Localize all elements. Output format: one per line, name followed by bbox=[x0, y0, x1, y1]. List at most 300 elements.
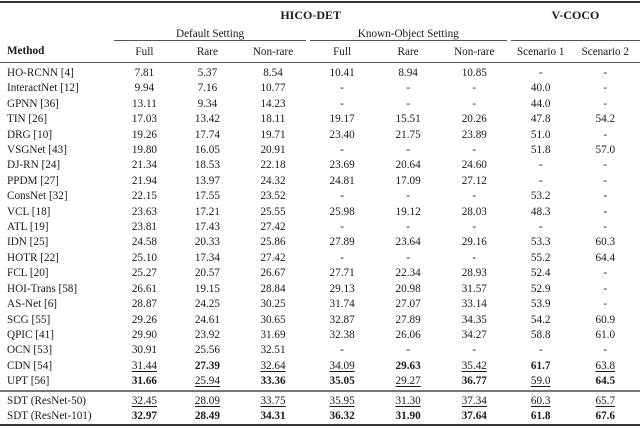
method-name: HOI-Trans [58] bbox=[7, 282, 78, 295]
cell-scenario1 bbox=[511, 374, 571, 390]
cell-value: 27.39 bbox=[194, 359, 220, 372]
cell-scenario1 bbox=[511, 189, 571, 204]
cell-value: - bbox=[603, 128, 608, 141]
cell-value: 24.61 bbox=[194, 313, 220, 326]
cell-default-rare bbox=[174, 359, 240, 374]
cell-value: 59.0 bbox=[530, 375, 551, 388]
cell-value: 19.12 bbox=[395, 205, 421, 218]
cell-value: - bbox=[472, 344, 477, 357]
cell-value: 20.64 bbox=[395, 159, 421, 172]
cell-value: 20.33 bbox=[194, 236, 220, 249]
vcoco-cline bbox=[511, 23, 640, 41]
cell-value: 48.3 bbox=[530, 205, 551, 218]
cell-default-full bbox=[114, 359, 174, 374]
cell-scenario2 bbox=[571, 343, 640, 358]
table-row bbox=[0, 391, 640, 409]
cell-value: 27.89 bbox=[329, 236, 355, 249]
cell-value: 32.64 bbox=[260, 359, 286, 372]
cell-scenario1 bbox=[511, 343, 571, 358]
cell-value: 34.27 bbox=[461, 328, 487, 341]
cell-value: 35.42 bbox=[461, 359, 487, 372]
cell-default-full bbox=[114, 328, 174, 343]
cell-value: - bbox=[406, 251, 410, 264]
cell-default-nonrare bbox=[240, 251, 305, 266]
cell-ko-full bbox=[310, 391, 375, 409]
cell-scenario1 bbox=[511, 158, 571, 173]
cell-value: 27.89 bbox=[395, 313, 421, 326]
cell-value: 20.57 bbox=[194, 267, 220, 280]
cell-value: - bbox=[472, 251, 477, 264]
cell-default-full bbox=[114, 374, 174, 390]
cell-value: 29.27 bbox=[395, 375, 421, 388]
cell-value: - bbox=[603, 344, 608, 357]
cell-value: 20.98 bbox=[395, 282, 421, 295]
cell-value: 28.84 bbox=[260, 282, 286, 295]
cell-value: 52.4 bbox=[530, 267, 551, 280]
cell-scenario2 bbox=[571, 374, 640, 390]
cell-default-nonrare bbox=[240, 112, 305, 127]
cell-ko-rare bbox=[375, 220, 442, 235]
cell-ko-rare bbox=[375, 235, 442, 250]
cell-scenario2 bbox=[571, 328, 640, 343]
cell-ko-nonrare bbox=[442, 374, 507, 390]
cell-scenario2 bbox=[571, 313, 640, 328]
cell-value: 23.40 bbox=[329, 128, 355, 141]
cell-value: 14.23 bbox=[260, 97, 286, 110]
cell-value: - bbox=[603, 267, 608, 280]
cell-value: 13.11 bbox=[132, 97, 157, 110]
cell-scenario2 bbox=[571, 158, 640, 173]
cell-default-nonrare bbox=[240, 359, 305, 374]
cell-ko-nonrare bbox=[442, 128, 507, 143]
cell-value: 5.37 bbox=[197, 67, 218, 79]
cell-default-nonrare bbox=[240, 143, 305, 158]
cell-value: - bbox=[340, 144, 344, 157]
cell-value: - bbox=[603, 159, 608, 172]
cell-value: 8.54 bbox=[263, 67, 283, 79]
cell-value: 65.7 bbox=[595, 394, 616, 407]
cell-scenario2 bbox=[571, 81, 640, 96]
cell-scenario2 bbox=[571, 205, 640, 220]
table-row bbox=[0, 158, 640, 173]
column-header-ko-nonrare: Non-rare bbox=[442, 41, 507, 63]
cell-scenario1 bbox=[511, 63, 571, 82]
cell-ko-full bbox=[310, 174, 375, 189]
cell-value: 44.0 bbox=[530, 97, 551, 110]
cell-scenario2 bbox=[571, 266, 640, 281]
cell-value: 34.31 bbox=[260, 409, 286, 422]
column-header-default-nonrare: Non-rare bbox=[240, 41, 305, 63]
method-name: InteractNet [12] bbox=[7, 82, 79, 95]
cell-default-full bbox=[114, 205, 174, 220]
cell-value: 26.61 bbox=[131, 282, 157, 295]
cell-ko-full bbox=[310, 112, 375, 127]
table-row bbox=[0, 374, 640, 390]
cell-ko-rare bbox=[375, 63, 442, 82]
table-row bbox=[0, 63, 640, 82]
baseline-rows bbox=[0, 63, 640, 391]
cell-value: 35.95 bbox=[329, 394, 355, 407]
cell-value: 29.16 bbox=[461, 236, 487, 249]
cell-default-nonrare bbox=[240, 128, 305, 143]
cell-ko-rare bbox=[375, 328, 442, 343]
cell-value: 29.63 bbox=[395, 359, 421, 372]
results-table bbox=[0, 1, 640, 426]
cell-ko-nonrare bbox=[442, 63, 507, 82]
cell-value: 54.2 bbox=[530, 313, 551, 326]
cell-ko-rare bbox=[375, 266, 442, 281]
method-name: ATL [19] bbox=[7, 221, 49, 234]
cell-value: - bbox=[603, 205, 608, 218]
cell-default-full bbox=[114, 189, 174, 204]
cell-value: 23.64 bbox=[395, 236, 421, 249]
cell-value: 60.3 bbox=[530, 394, 551, 407]
cell-value: 24.58 bbox=[131, 236, 157, 249]
column-header-method: Method bbox=[0, 41, 114, 63]
table-row bbox=[0, 235, 640, 250]
cell-scenario2 bbox=[571, 282, 640, 297]
cell-value: 25.86 bbox=[260, 236, 286, 249]
cell-default-nonrare bbox=[240, 328, 305, 343]
cell-value: 24.32 bbox=[260, 174, 286, 187]
cell-ko-nonrare bbox=[442, 391, 507, 409]
cell-value: 57.0 bbox=[595, 144, 616, 157]
cell-value: 36.32 bbox=[329, 409, 355, 422]
cell-scenario2 bbox=[571, 297, 640, 312]
cell-value: 23.92 bbox=[194, 328, 220, 341]
cell-ko-rare bbox=[375, 112, 442, 127]
cell-value: 23.89 bbox=[461, 128, 487, 141]
cell-default-rare bbox=[174, 409, 240, 425]
table-row bbox=[0, 189, 640, 204]
cell-value: 32.97 bbox=[131, 409, 157, 422]
column-header-default-rare: Rare bbox=[174, 41, 240, 63]
cell-default-full bbox=[114, 409, 174, 425]
cell-value: 27.07 bbox=[395, 298, 421, 311]
cell-value: 31.74 bbox=[329, 298, 355, 311]
cell-value: - bbox=[340, 82, 344, 95]
cell-value: 22.15 bbox=[131, 190, 157, 203]
cell-scenario2 bbox=[571, 97, 640, 112]
method-name: HO-RCNN [4] bbox=[7, 67, 74, 79]
cell-value: 17.34 bbox=[194, 251, 220, 264]
cell-scenario2 bbox=[571, 391, 640, 409]
cell-value: 34.09 bbox=[329, 359, 355, 372]
cell-default-rare bbox=[174, 297, 240, 312]
cell-value: 28.03 bbox=[461, 205, 487, 218]
cell-value: 19.80 bbox=[131, 144, 157, 157]
cell-value: 47.8 bbox=[530, 113, 551, 126]
cell-scenario1 bbox=[511, 251, 571, 266]
cell-value: 31.90 bbox=[395, 409, 421, 422]
cell-default-full bbox=[114, 63, 174, 82]
cell-ko-nonrare bbox=[442, 97, 507, 112]
column-header-scenario1: Scenario 1 bbox=[511, 41, 571, 63]
cell-default-rare bbox=[174, 266, 240, 281]
cell-value: 17.74 bbox=[194, 128, 220, 141]
cell-scenario1 bbox=[511, 313, 571, 328]
table-row bbox=[0, 220, 640, 235]
table-row bbox=[0, 112, 640, 127]
cell-default-nonrare bbox=[240, 409, 305, 425]
cell-ko-full bbox=[310, 374, 375, 390]
column-header-default-full: Full bbox=[114, 41, 174, 63]
cell-ko-rare bbox=[375, 297, 442, 312]
cell-default-nonrare bbox=[240, 374, 305, 390]
cell-default-rare bbox=[174, 81, 240, 96]
cell-default-full bbox=[114, 282, 174, 297]
cell-ko-full bbox=[310, 251, 375, 266]
cell-value: 17.09 bbox=[395, 174, 421, 187]
cell-value: 32.38 bbox=[329, 328, 355, 341]
cell-value: 52.9 bbox=[530, 282, 551, 295]
cell-value: 34.35 bbox=[461, 313, 487, 326]
vcoco-header: V-COCO bbox=[511, 2, 640, 23]
cell-default-rare bbox=[174, 343, 240, 358]
cell-value: 27.71 bbox=[329, 267, 355, 280]
known-object-setting-header: Known-Object Setting bbox=[310, 23, 507, 41]
cell-value: 51.0 bbox=[530, 128, 551, 141]
cell-scenario1 bbox=[511, 174, 571, 189]
cell-ko-nonrare bbox=[442, 112, 507, 127]
cell-ko-nonrare bbox=[442, 409, 507, 425]
cell-value: 28.09 bbox=[194, 394, 220, 407]
cell-ko-rare bbox=[375, 359, 442, 374]
cell-value: 19.17 bbox=[329, 113, 355, 126]
cell-default-nonrare bbox=[240, 343, 305, 358]
cell-ko-nonrare bbox=[442, 266, 507, 281]
cell-value: - bbox=[603, 174, 608, 187]
cell-ko-rare bbox=[375, 174, 442, 189]
cell-value: 30.91 bbox=[131, 344, 157, 357]
cell-value: - bbox=[603, 97, 608, 110]
cell-ko-full bbox=[310, 63, 375, 82]
table-row bbox=[0, 251, 640, 266]
table-row bbox=[0, 97, 640, 112]
cell-ko-nonrare bbox=[442, 282, 507, 297]
cell-default-nonrare bbox=[240, 158, 305, 173]
cell-ko-rare bbox=[375, 97, 442, 112]
cell-ko-full bbox=[310, 220, 375, 235]
cell-default-full bbox=[114, 266, 174, 281]
cell-value: - bbox=[538, 344, 543, 357]
cell-value: - bbox=[472, 221, 477, 234]
cell-value: 37.64 bbox=[461, 409, 487, 422]
table-row bbox=[0, 297, 640, 312]
cell-value: 29.13 bbox=[329, 282, 355, 295]
cell-value: 61.0 bbox=[595, 328, 616, 341]
cell-ko-nonrare bbox=[442, 205, 507, 220]
cell-value: - bbox=[538, 67, 543, 79]
cell-default-rare bbox=[174, 313, 240, 328]
table-row bbox=[0, 128, 640, 143]
column-header-scenario2: Scenario 2 bbox=[571, 41, 640, 63]
cell-value: 16.05 bbox=[194, 144, 220, 157]
cell-value: - bbox=[603, 298, 608, 311]
cell-scenario2 bbox=[571, 251, 640, 266]
cell-ko-full bbox=[310, 282, 375, 297]
column-header-ko-rare: Rare bbox=[375, 41, 442, 63]
cell-value: 10.41 bbox=[329, 67, 355, 79]
cell-default-nonrare bbox=[240, 205, 305, 220]
cell-value: - bbox=[340, 190, 344, 203]
cell-default-rare bbox=[174, 158, 240, 173]
method-name: IDN [25] bbox=[7, 236, 49, 249]
cell-scenario1 bbox=[511, 282, 571, 297]
cell-value: 64.4 bbox=[595, 251, 616, 264]
cell-default-rare bbox=[174, 205, 240, 220]
cell-value: 22.34 bbox=[395, 267, 421, 280]
cell-value: 67.6 bbox=[595, 409, 616, 422]
cell-value: 20.26 bbox=[461, 113, 487, 126]
cell-ko-rare bbox=[375, 205, 442, 220]
method-name: PPDM [27] bbox=[7, 174, 59, 187]
cell-value: 17.43 bbox=[194, 221, 220, 234]
cell-value: 29.90 bbox=[131, 328, 157, 341]
table-row bbox=[0, 143, 640, 158]
cell-value: 32.51 bbox=[260, 344, 286, 357]
cell-value: 28.93 bbox=[461, 267, 487, 280]
cell-value: 25.27 bbox=[131, 267, 157, 280]
cell-ko-nonrare bbox=[442, 220, 507, 235]
cell-default-full bbox=[114, 97, 174, 112]
cell-ko-full bbox=[310, 235, 375, 250]
cell-value: 22.18 bbox=[260, 159, 286, 172]
cell-value: 27.42 bbox=[260, 221, 286, 234]
cell-value: 7.81 bbox=[134, 67, 155, 79]
cell-default-rare bbox=[174, 143, 240, 158]
cell-default-rare bbox=[174, 174, 240, 189]
table-row bbox=[0, 409, 640, 425]
cell-value: 24.60 bbox=[461, 159, 487, 172]
cell-value: 20.91 bbox=[260, 144, 286, 157]
cell-scenario1 bbox=[511, 143, 571, 158]
cell-default-full bbox=[114, 313, 174, 328]
cell-ko-rare bbox=[375, 128, 442, 143]
cell-ko-full bbox=[310, 359, 375, 374]
cell-value: 28.49 bbox=[194, 409, 220, 422]
cell-value: 19.71 bbox=[260, 128, 286, 141]
cell-default-nonrare bbox=[240, 282, 305, 297]
table-row bbox=[0, 343, 640, 358]
cell-default-nonrare bbox=[240, 220, 305, 235]
table-row bbox=[0, 313, 640, 328]
cell-default-nonrare bbox=[240, 266, 305, 281]
cell-value: - bbox=[340, 221, 344, 234]
cell-value: - bbox=[472, 97, 477, 110]
cell-scenario1 bbox=[511, 220, 571, 235]
cell-scenario2 bbox=[571, 189, 640, 204]
cell-scenario2 bbox=[571, 220, 640, 235]
cell-ko-full bbox=[310, 409, 375, 425]
cell-value: 33.75 bbox=[260, 394, 286, 407]
cell-value: - bbox=[603, 221, 608, 234]
cell-ko-full bbox=[310, 297, 375, 312]
cell-ko-full bbox=[310, 81, 375, 96]
cell-value: - bbox=[603, 282, 608, 295]
cell-default-nonrare bbox=[240, 313, 305, 328]
method-name: UPT [56] bbox=[7, 375, 50, 388]
cell-value: 64.5 bbox=[595, 375, 616, 388]
cell-value: - bbox=[340, 97, 344, 110]
method-name: TIN [26] bbox=[7, 113, 48, 126]
cell-value: 40.0 bbox=[530, 82, 551, 95]
cell-ko-rare bbox=[375, 343, 442, 358]
cell-default-rare bbox=[174, 251, 240, 266]
cell-scenario2 bbox=[571, 235, 640, 250]
cell-ko-full bbox=[310, 313, 375, 328]
table-row bbox=[0, 174, 640, 189]
cell-value: - bbox=[406, 97, 410, 110]
cell-value: 10.85 bbox=[461, 67, 487, 79]
cell-value: - bbox=[538, 174, 543, 187]
method-name: SDT (ResNet-101) bbox=[0, 409, 114, 425]
cell-default-full bbox=[114, 143, 174, 158]
cell-value: - bbox=[406, 82, 410, 95]
cell-ko-full bbox=[310, 266, 375, 281]
cell-value: 21.94 bbox=[131, 174, 157, 187]
method-name: SCG [55] bbox=[7, 313, 51, 326]
cell-value: 7.16 bbox=[197, 82, 218, 95]
cell-value: 33.14 bbox=[461, 298, 487, 311]
cell-value: - bbox=[406, 221, 410, 234]
cell-scenario1 bbox=[511, 97, 571, 112]
cell-default-full bbox=[114, 220, 174, 235]
cell-ko-nonrare bbox=[442, 143, 507, 158]
cell-value: 23.81 bbox=[131, 221, 157, 234]
cell-default-full bbox=[114, 81, 174, 96]
cell-default-rare bbox=[174, 282, 240, 297]
cell-value: 29.26 bbox=[131, 313, 157, 326]
cell-scenario1 bbox=[511, 205, 571, 220]
cell-value: 35.05 bbox=[329, 375, 355, 388]
cell-value: 60.3 bbox=[595, 236, 616, 249]
cell-scenario1 bbox=[511, 112, 571, 127]
cell-scenario2 bbox=[571, 63, 640, 82]
cell-ko-rare bbox=[375, 282, 442, 297]
cell-ko-nonrare bbox=[442, 359, 507, 374]
cell-ko-rare bbox=[375, 143, 442, 158]
cell-value: 53.3 bbox=[530, 236, 551, 249]
table-row bbox=[0, 359, 640, 374]
cell-default-rare bbox=[174, 328, 240, 343]
cell-value: 19.26 bbox=[131, 128, 157, 141]
cell-ko-nonrare bbox=[442, 251, 507, 266]
cell-scenario2 bbox=[571, 128, 640, 143]
cell-default-rare bbox=[174, 112, 240, 127]
cell-value: 24.25 bbox=[194, 298, 220, 311]
cell-value: 8.94 bbox=[398, 67, 418, 79]
cell-value: 17.55 bbox=[194, 190, 220, 203]
cell-ko-nonrare bbox=[442, 313, 507, 328]
column-header-ko-full: Full bbox=[310, 41, 375, 63]
cell-scenario1 bbox=[511, 128, 571, 143]
hico-det-header: HICO-DET bbox=[114, 2, 507, 23]
cell-value: 63.8 bbox=[595, 359, 616, 372]
cell-default-full bbox=[114, 343, 174, 358]
cell-value: 19.15 bbox=[194, 282, 220, 295]
cell-ko-full bbox=[310, 128, 375, 143]
method-name: VSGNet [43] bbox=[7, 144, 67, 157]
cell-default-rare bbox=[174, 374, 240, 390]
cell-value: 23.52 bbox=[260, 190, 286, 203]
cell-value: 31.44 bbox=[131, 359, 157, 372]
cell-value: - bbox=[340, 251, 344, 264]
cell-default-full bbox=[114, 174, 174, 189]
cell-default-nonrare bbox=[240, 391, 305, 409]
cell-ko-nonrare bbox=[442, 81, 507, 96]
cell-scenario1 bbox=[511, 409, 571, 425]
